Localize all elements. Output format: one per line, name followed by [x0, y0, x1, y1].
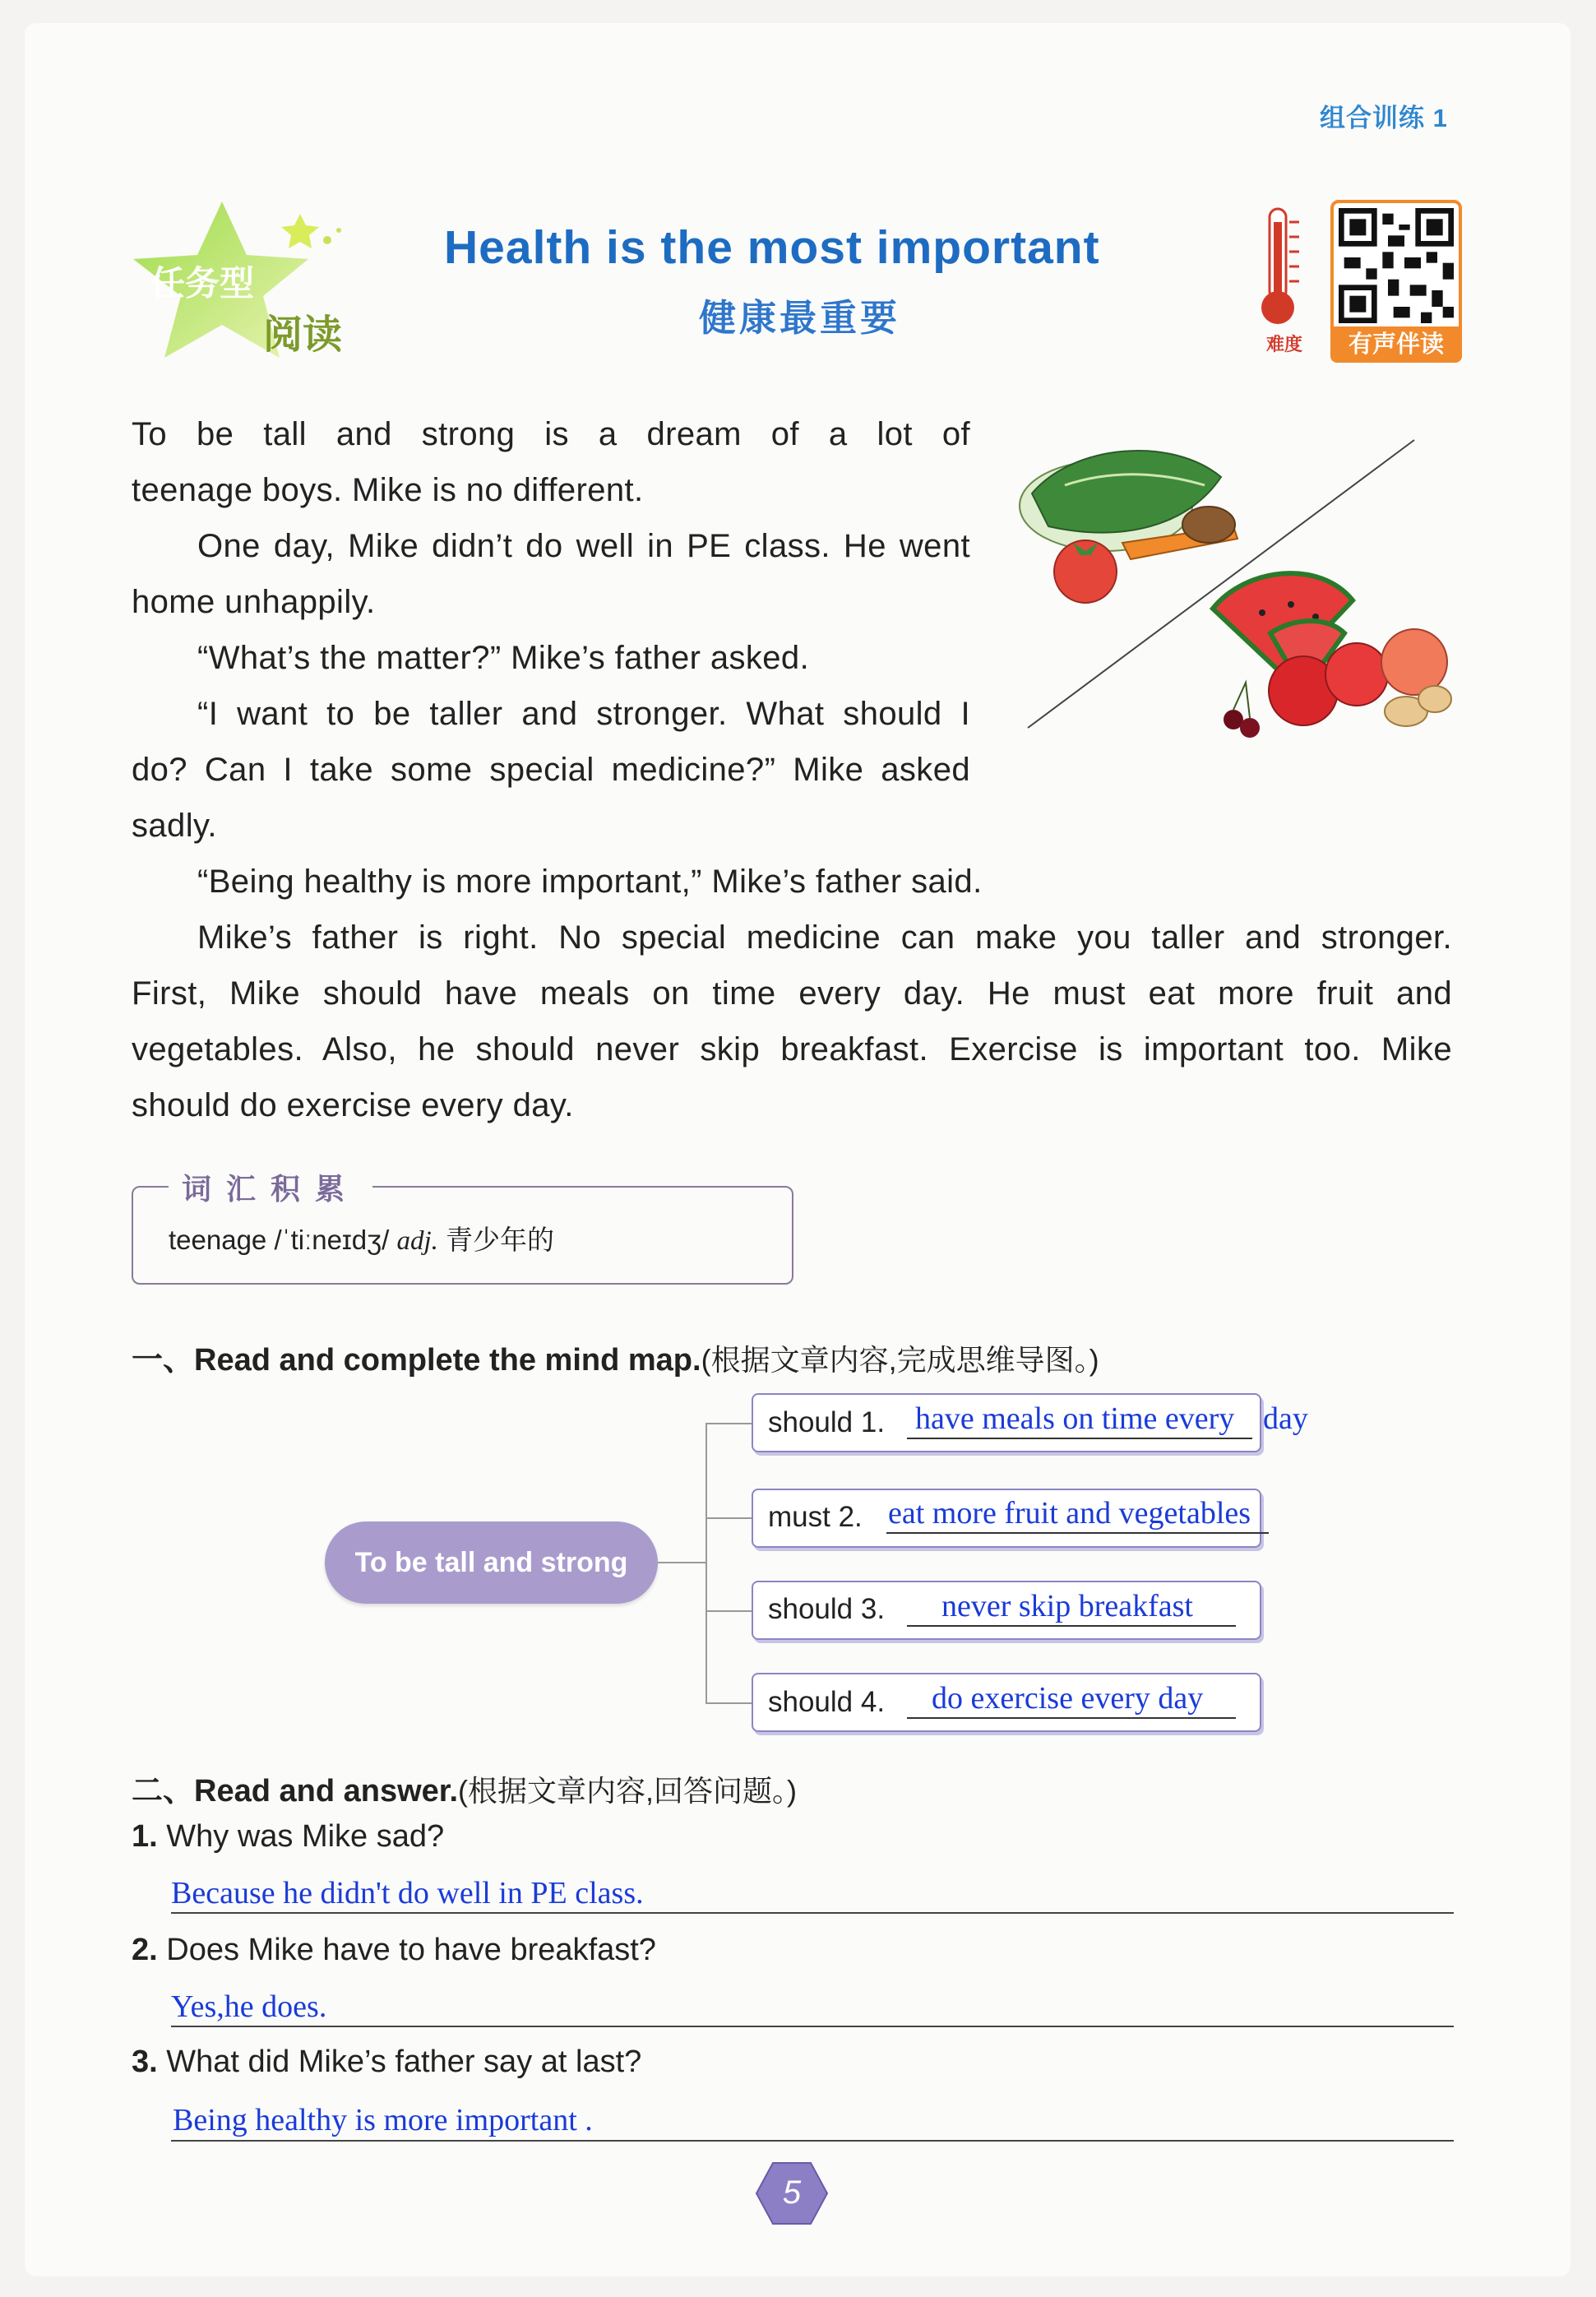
branch-2-answer: eat more fruit and vegetables	[888, 1496, 1251, 1531]
fruit-vegetable-illustration	[999, 428, 1460, 757]
p4-line2: do? Can I take some special medicine?” Mike asked	[132, 752, 970, 788]
page-subtitle: 健康最重要	[699, 297, 901, 339]
answer-1-line[interactable]	[171, 1912, 1454, 1914]
page-number: 5	[782, 2174, 802, 2211]
section1-label: 一、	[132, 1343, 195, 1378]
audio-reading-label[interactable]: 有声伴读	[1330, 326, 1462, 363]
section1-instruction: (根据文章内容,完成思维导图。)	[701, 1343, 1099, 1377]
difficulty-label: 难度	[1266, 334, 1303, 354]
branch-4-label: should 4.	[768, 1686, 886, 1718]
answer-2: Yes,he does.	[171, 1989, 327, 2024]
mindmap-connector-3	[705, 1610, 752, 1612]
branch-3-label: should 3.	[768, 1593, 886, 1625]
branch-1-answer: have meals on time every	[915, 1401, 1235, 1436]
question-2	[132, 1933, 656, 1968]
p4-line3: sadly.	[132, 808, 217, 844]
branch-1-blank[interactable]	[907, 1438, 1252, 1439]
question-3	[132, 2045, 641, 2080]
p3-line: “What’s the matter?” Mike’s father asked.	[197, 640, 810, 676]
badge-line2: 阅读	[263, 313, 343, 357]
mindmap-center: To be tall and strong	[325, 1521, 658, 1604]
mindmap-connector-1	[705, 1423, 752, 1424]
section1-heading	[132, 1334, 1099, 1379]
branch-4-answer: do exercise every day	[932, 1681, 1204, 1716]
p4-line1: “I want to be taller and stronger. What should I	[197, 696, 970, 732]
branch-1-label: should 1.	[768, 1406, 886, 1438]
question-1-num: 1.	[132, 1819, 158, 1854]
section2-heading	[132, 1765, 797, 1810]
mindmap-connector-4	[705, 1702, 752, 1704]
vocab-title: 词汇积累	[169, 1166, 372, 1208]
question-3-text: What did Mike’s father say at last?	[166, 2045, 642, 2079]
vocab-word: teenage	[169, 1225, 267, 1255]
branch-3-answer: never skip breakfast	[941, 1589, 1193, 1623]
branch-3-blank[interactable]	[907, 1625, 1236, 1627]
page-title: Health is the most important	[444, 221, 1100, 274]
p6-line3: vegetables. Also, he should never skip breakfast. Exercise is important too. Mike	[132, 1031, 1452, 1067]
section-tag: 组合训练 1	[1320, 104, 1448, 132]
answer-2-line[interactable]	[171, 2026, 1454, 2027]
p6-line4: should do exercise every day.	[132, 1087, 574, 1123]
section2-instruction: (根据文章内容,回答问题。)	[458, 1774, 798, 1808]
mindmap-connector-stem	[658, 1562, 705, 1563]
thermometer-icon	[1258, 206, 1303, 329]
section2-label: 二、	[132, 1774, 195, 1808]
branch-2-blank[interactable]	[886, 1532, 1269, 1534]
question-2-num: 2.	[132, 1933, 158, 1967]
qr-code-icon	[1339, 208, 1454, 323]
p6-line2: First, Mike should have meals on time every day. He must eat more fruit and	[132, 975, 1452, 1012]
question-1	[132, 1819, 444, 1855]
vocab-phonetic: /ˈtiːneɪdʒ/	[274, 1225, 390, 1255]
p2-line1: One day, Mike didn’t do well in PE class. He went	[197, 528, 970, 564]
question-3-num: 3.	[132, 2045, 158, 2079]
p6-line1: Mike’s father is right. No special medicine can make you taller and stronger.	[197, 919, 1452, 956]
p1-line1: To be tall and strong is a dream of a lot of	[132, 416, 970, 452]
p1-line2: teenage boys. Mike is no different.	[132, 472, 644, 508]
answer-1: Because he didn't do well in PE class.	[171, 1876, 644, 1910]
question-2-text: Does Mike have to have breakfast?	[166, 1933, 656, 1967]
branch-4-blank[interactable]	[907, 1717, 1236, 1719]
branch-2-label: must 2.	[768, 1501, 863, 1533]
section1-title: Read and complete the mind map.	[194, 1343, 701, 1378]
p2-line2: home unhappily.	[132, 584, 376, 620]
answer-3-line[interactable]	[171, 2140, 1454, 2142]
mindmap-connector-spine	[705, 1423, 707, 1702]
question-1-text: Why was Mike sad?	[166, 1819, 445, 1854]
mindmap-connector-2	[705, 1517, 752, 1519]
vocab-pos: adj.	[396, 1226, 438, 1256]
badge-line1: 任务型	[150, 264, 255, 303]
section2-title: Read and answer.	[194, 1774, 459, 1808]
branch-1-trail: day	[1263, 1401, 1308, 1436]
vocab-meaning: 青少年的	[446, 1225, 555, 1255]
answer-3: Being healthy is more important .	[173, 2103, 593, 2137]
vocab-entry	[169, 1219, 554, 1257]
p5-line: “Being healthy is more important,” Mike’s father said.	[197, 864, 983, 900]
